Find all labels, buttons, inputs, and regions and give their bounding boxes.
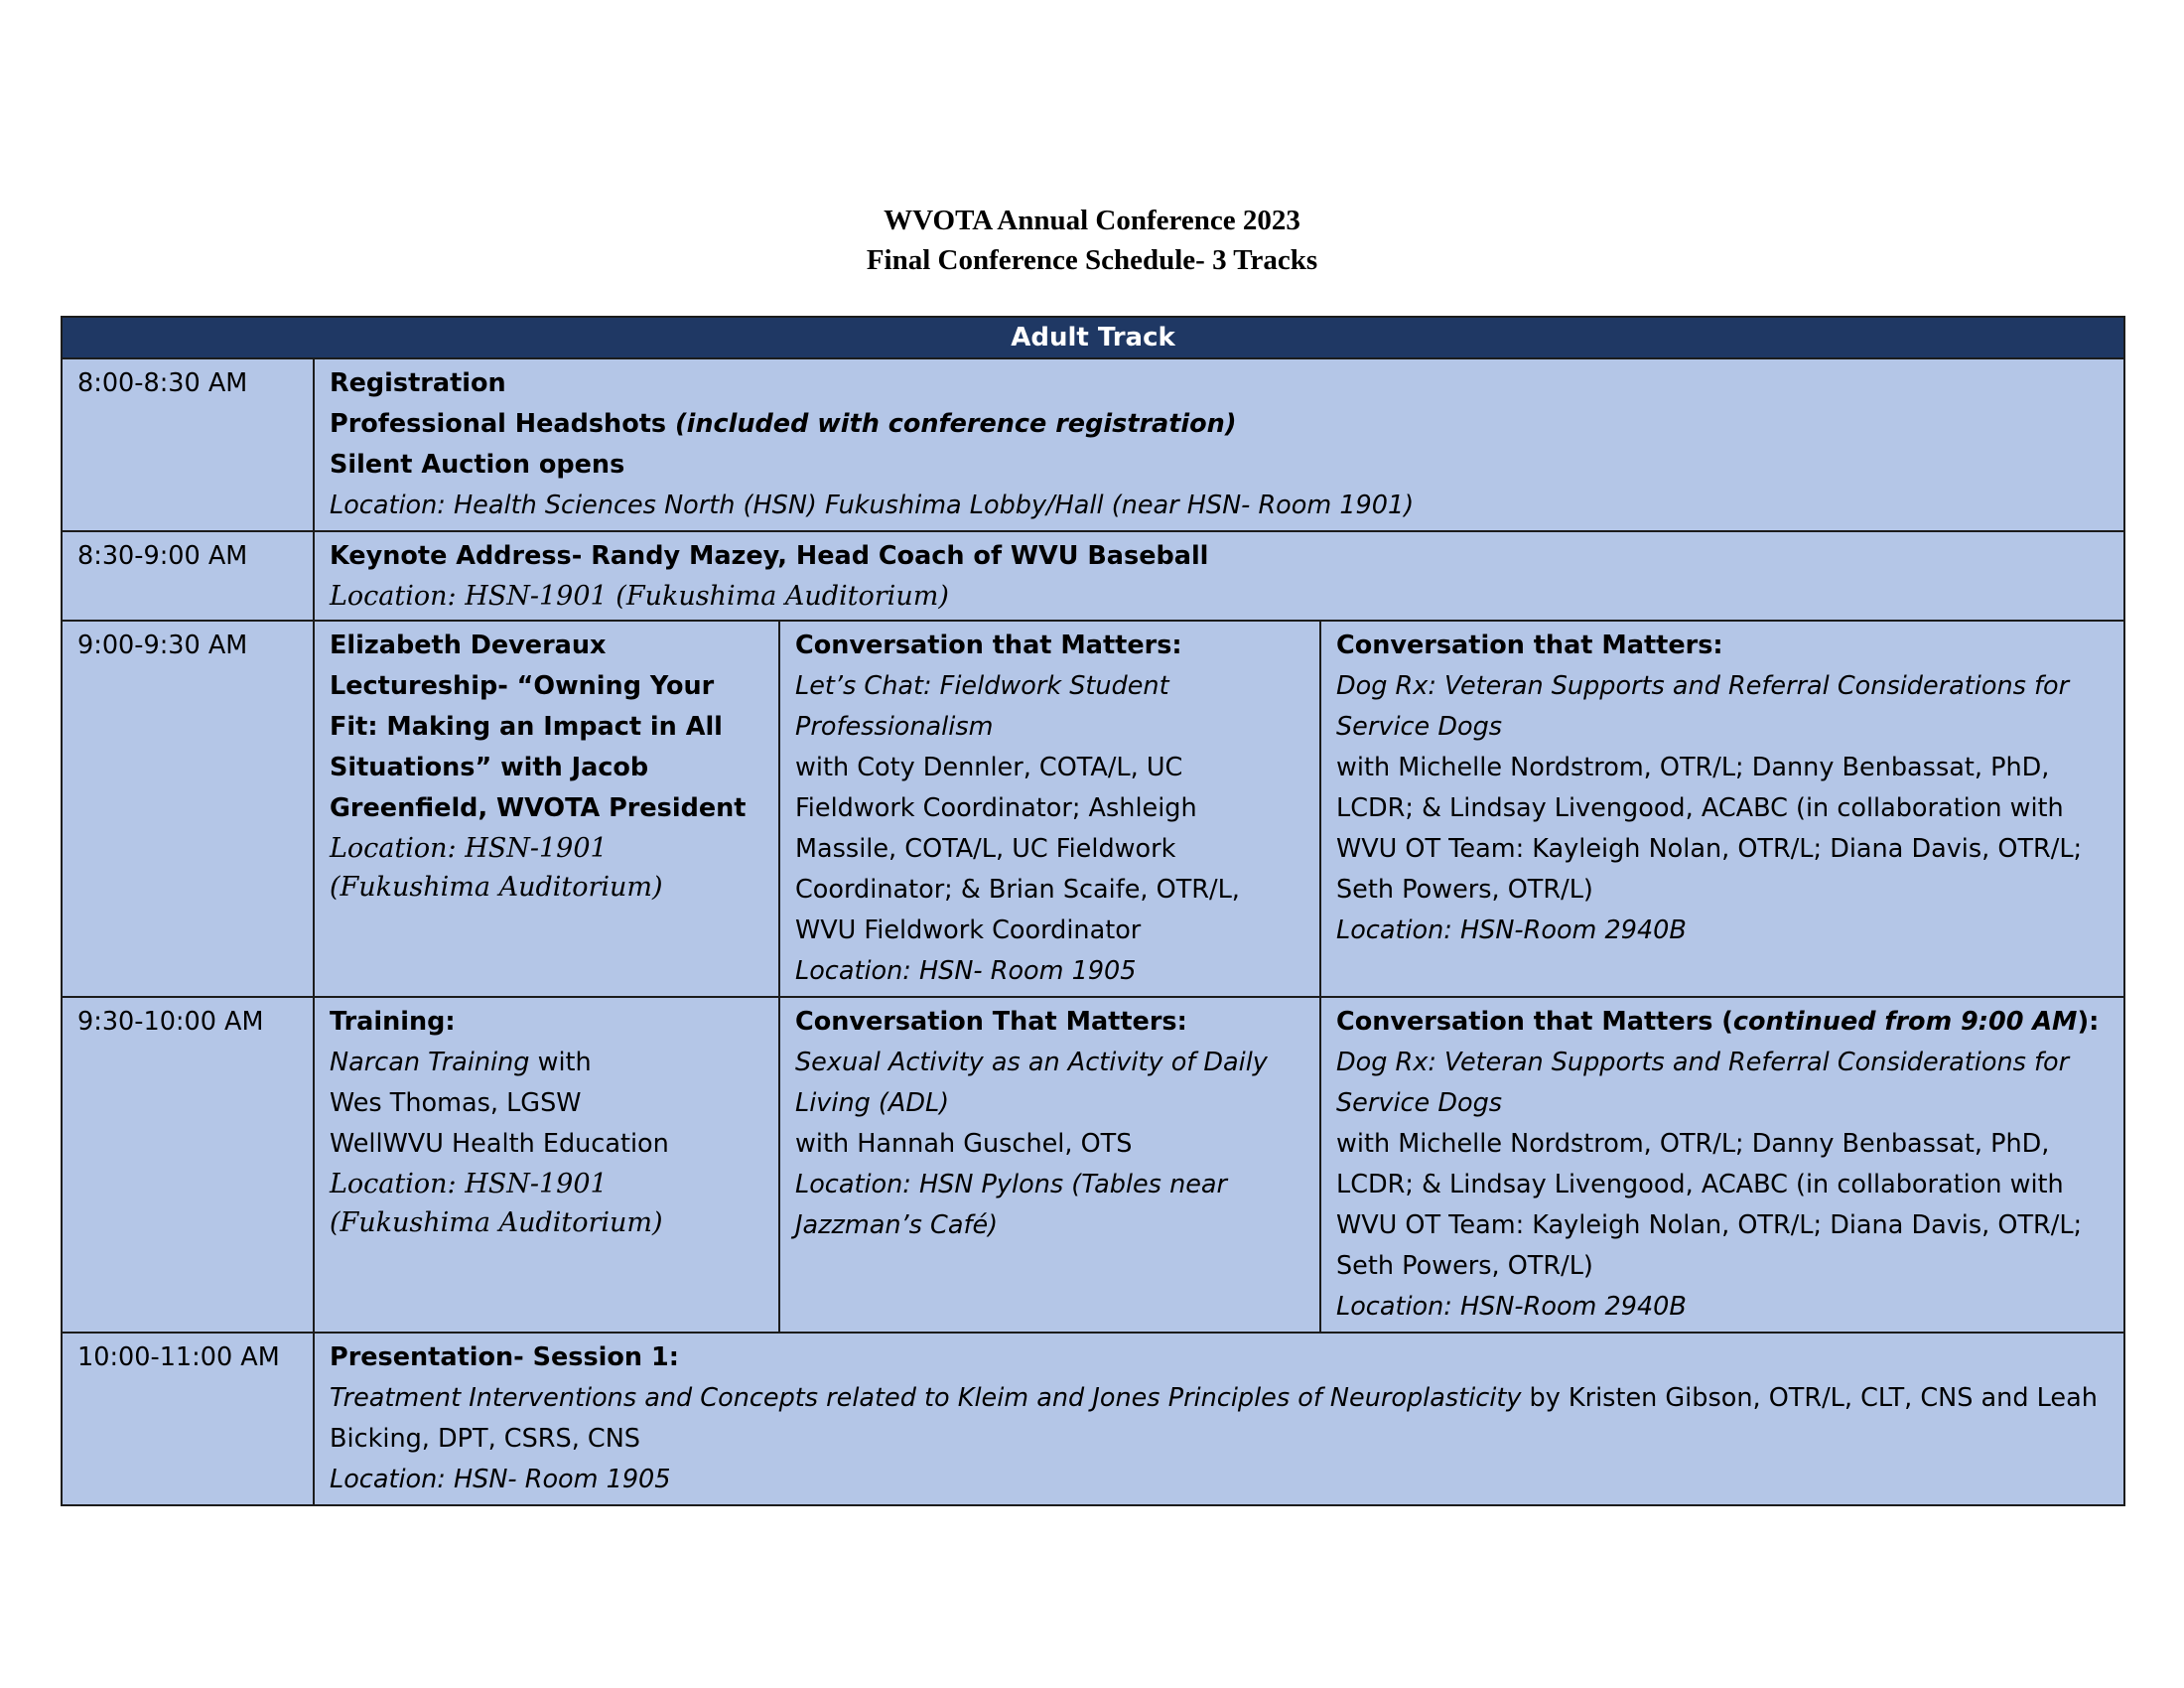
table-row [62,531,2124,621]
session-cell [314,1333,2124,1505]
location-text: Location: HSN-Room 2940B [1336,1292,1687,1322]
schedule-table [61,316,2125,1506]
session-topic: Dog Rx: Veteran Supports and Referral Considerations for Service Dogs [1336,1048,2070,1118]
heading-part: Conversation that Matters ( [1336,1007,1733,1037]
session-cell [314,997,779,1333]
session-cell [779,997,1320,1333]
session-topic-line [330,1043,764,1083]
session-topic: Narcan Training [330,1048,530,1077]
table-row [62,997,2124,1333]
session-org: WellWVU Health Education [330,1129,669,1159]
session-heading: Conversation That Matters: [795,1007,1187,1037]
session-presenter: with Hannah Guschel, OTS [795,1129,1133,1159]
session-cell [1320,997,2124,1333]
document-subtitle: Final Conference Schedule- 3 Tracks [866,244,1318,276]
keynote-title: Keynote Address- Randy Mazey, Head Coach of WVU Baseball [330,541,1209,571]
headshots-note: (included with conference registration) [674,409,1237,439]
session-cell [1320,621,2124,997]
location-text: Location: HSN- Room 1905 [795,956,1137,986]
session-presenters: with Coty Dennler, COTA/L, UC Fieldwork Coordinator; Ashleigh Massile, COTA/L, UC Fieldwork Coordinator; & Brian Scaife, OTR/L, WVU Fieldwork Coordinator [795,753,1240,945]
session-description [330,1378,2110,1460]
session-cell [314,621,779,997]
session-cell [314,358,2124,531]
session-presenters: with Michelle Nordstrom, OTR/L; Danny Benbassat, PhD, LCDR; & Lindsay Livengood, ACABC (in collaboration with WVU OT Team: Kayleigh Nolan, OTR/L; Diana Davis, OTR/L; Seth Powers, OTR/L) [1336,1129,2083,1281]
location-text: Location: HSN-Room 2940B [1336,915,1687,945]
track-header: Adult Track [62,317,2124,358]
document-title-block [0,201,2184,280]
session-presenter: Wes Thomas, LGSW [330,1088,582,1118]
session-heading: Training: [330,1007,456,1037]
session-presenters: with Michelle Nordstrom, OTR/L; Danny Benbassat, PhD, LCDR; & Lindsay Livengood, ACABC (in collaboration with WVU OT Team: Kayleigh Nolan, OTR/L; Diana Davis, OTR/L; Seth Powers, OTR/L) [1336,753,2083,905]
session-topic: Dog Rx: Veteran Supports and Referral Considerations for Service Dogs [1336,671,2070,742]
session-heading [1336,1002,2110,1043]
session-topic: Let’s Chat: Fieldwork Student Professionalism [795,671,1169,742]
headshots-label: Professional Headshots [330,409,675,439]
session-topic: Treatment Interventions and Concepts related to Kleim and Jones Principles of Neuroplasticity [330,1383,1522,1413]
table-row [62,621,2124,997]
session-heading: Presentation- Session 1: [330,1342,679,1372]
location-text: Location: HSN- Room 1905 [330,1465,671,1494]
silent-auction-label: Silent Auction opens [330,450,625,480]
document-title: WVOTA Annual Conference 2023 [884,205,1300,236]
location-text: (Fukushima Auditorium) [330,872,663,903]
location-text: Location: HSN-1901 (Fukushima Auditorium) [330,581,949,612]
session-cell [779,621,1320,997]
time-cell: 9:00-9:30 AM [62,621,314,997]
location-text: Location: HSN-1901 [330,833,608,864]
session-heading: Conversation that Matters: [795,631,1182,660]
location-text: Location: Health Sciences North (HSN) Fukushima Lobby/Hall (near HSN- Room 1901) [330,491,1415,520]
session-topic: Sexual Activity as an Activity of Daily Living (ADL) [795,1048,1268,1118]
heading-part: ): [2077,1007,2100,1037]
location-text: Location: HSN Pylons (Tables near Jazzman’s Café) [795,1170,1228,1240]
table-row [62,1333,2124,1505]
time-cell: 9:30-10:00 AM [62,997,314,1333]
time-cell: 8:00-8:30 AM [62,358,314,531]
location-text: Location: HSN-1901 [330,1169,608,1199]
continued-note: continued from 9:00 AM [1732,1007,2078,1037]
headshots-line [330,404,2110,445]
time-cell: 10:00-11:00 AM [62,1333,314,1505]
location-text: (Fukushima Auditorium) [330,1207,663,1238]
session-title: Elizabeth Deveraux Lectureship- “Owning Your Fit: Making an Impact in All Situations” with Jacob Greenfield, WVOTA President [330,631,747,823]
session-presenters: by Kristen Gibson, OTR/L, CLT, CNS and Leah Bicking, DPT, CSRS, CNS [330,1383,2098,1454]
table-row [62,358,2124,531]
registration-label: Registration [330,368,506,398]
with-text: with [529,1048,592,1077]
time-cell: 8:30-9:00 AM [62,531,314,621]
session-heading: Conversation that Matters: [1336,631,1723,660]
session-cell [314,531,2124,621]
